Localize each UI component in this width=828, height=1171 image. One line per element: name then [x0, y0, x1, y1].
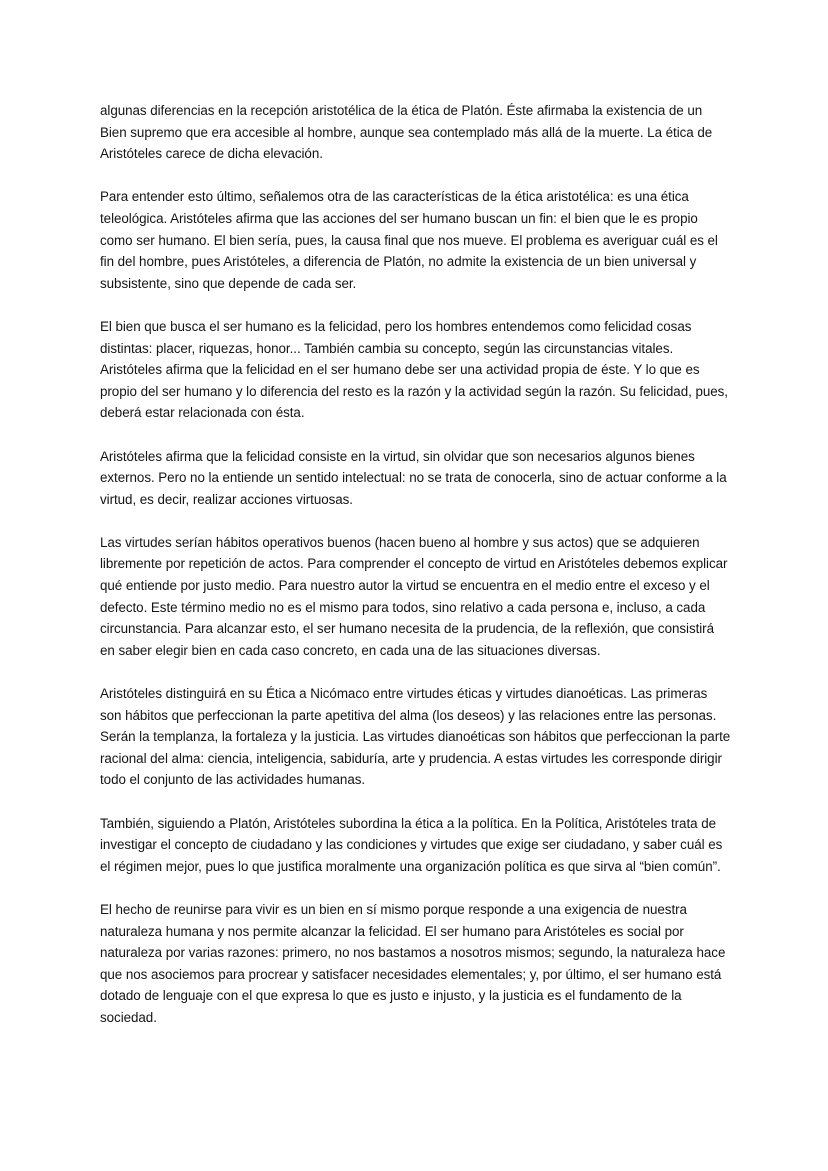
paragraph-ethics-politics: También, siguiendo a Platón, Aristóteles subordina la ética a la política. En la Política, Aristóteles trata de investigar el concepto de ciudadano y las condiciones y virtudes que exige ser ciudadano, y saber cuál es el régimen mejor, pues lo que justifica moralmente una organización política es que sirva al “bien común”.	[100, 815, 723, 874]
paragraph-platon-difference: algunas diferencias en la recepción aristotélica de la ética de Platón. Éste afirmaba la existencia de un Bien supremo que era accesible al hombre, aunque sea contemplado más allá de la muerte. La ética de Aristóteles carece de dicha elevación.	[100, 103, 713, 162]
paragraph-happiness: El bien que busca el ser humano es la felicidad, pero los hombres entendemos como felicidad cosas distintas: placer, riquezas, honor... También cambia su concepto, según las circunstancias vitales. Aristóteles afirma que la felicidad en el ser humano debe ser una actividad propia de éste. Y lo que es propio del ser humano y lo diferencia del resto es la razón y la actividad según la razón. Su felicidad, pues, deberá estar relacionada con ésta.	[100, 318, 728, 421]
paragraph-teleological-ethics: Para entender esto último, señalemos otra de las características de la ética aristotélica: es una ética teleológica. Aristóteles afirma que las acciones del ser humano buscan un fin: el bien que le es propio como ser humano. El bien sería, pues, la causa final que nos mueve. El problema es averiguar cuál es el fin del hombre, pues Aristóteles, a diferencia de Platón, no admite la existencia de un bien universal y subsistente, sino que depende de cada ser.	[100, 189, 718, 291]
paragraph-virtues-mean: Las virtudes serían hábitos operativos buenos (hacen bueno al hombre y sus actos) que se adquieren libremente por repetición de actos. Para comprender el concepto de virtud en Aristóteles debemos explicar qué entiende por justo medio. Para nuestro autor la virtud se encuentra en el medio entre el exceso y el defecto. Este término medio no es el mismo para todos, sino relativo a cada persona e, incluso, a cada circunstancia. Para alcanzar esto, el ser humano necesita de la prudencia, de la reflexión, que consistirá en saber elegir bien en cada caso concreto, en cada una de las situaciones diversas.	[100, 534, 728, 658]
paragraph-virtue-happiness: Aristóteles afirma que la felicidad consiste en la virtud, sin olvidar que son necesarios algunos bienes externos. Pero no la entiende un sentido intelectual: no se trata de conocerla, sino de actuar conforme a la virtud, es decir, realizar acciones virtuosas.	[100, 448, 727, 507]
paragraph-social-nature: El hecho de reunirse para vivir es un bien en sí mismo porque responde a una exigencia de nuestra naturaleza humana y nos permite alcanzar la felicidad. El ser humano para Aristóteles es social por naturaleza por varias razones: primero, no nos bastamos a nosotros mismos; segundo, la naturaleza hace que nos asociemos para procrear y satisfacer necesidades elementales; y, por último, el ser humano está dotado de lenguaje con el que expresa lo que es justo e injusto, y la justicia es el fundamento de la sociedad.	[100, 901, 726, 1025]
paragraph-ethical-dianoetic-virtues: Aristóteles distinguirá en su Ética a Nicómaco entre virtudes éticas y virtudes dianoéticas. Las primeras son hábitos que perfeccionan la parte apetitiva del alma (los deseos) y las relaciones entre las personas. Serán la templanza, la fortaleza y la justicia. Las virtudes dianoéticas son hábitos que perfeccionan la parte racional del alma: ciencia, inteligencia, sabiduría, arte y prudencia. A estas virtudes les corresponde dirigir todo el conjunto de las actividades humanas.	[100, 686, 731, 788]
document-body	[100, 100, 732, 1050]
